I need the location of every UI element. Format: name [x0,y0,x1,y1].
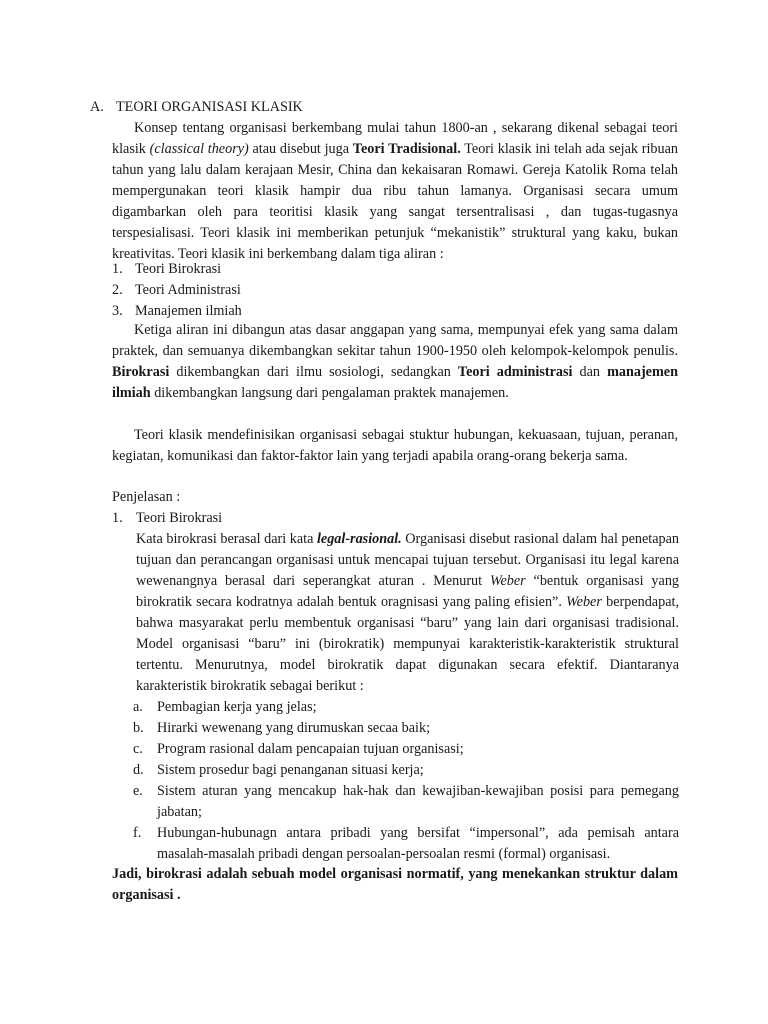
list-number: 2. [112,282,123,298]
characteristic-item-c [133,739,679,760]
conclusion-paragraph [112,864,678,906]
birokrasi-term: Birokrasi [112,364,170,380]
item-text: Hirarki wewenang yang dirumuskan secaa baik; [157,720,431,736]
administrasi-term: Teori administrasi [457,364,573,380]
characteristic-item-a [133,697,679,718]
legal-rasional-term: legal-rasional. [316,531,402,547]
three-schools-paragraph [112,320,678,404]
section-title: Teori Birokrasi [136,510,223,526]
paragraph-text-2: dikembangkan dari ilmu sosiologi, sedangkan [169,364,458,380]
paragraph-text-3: dan [572,364,608,380]
paragraph-text-4: berpendapat, bahwa masyarakat perlu membentuk organisasi “baru” yang lain dari organisasi tradisional. Model organisasi “baru” ini (birokratik) mempunyai karakteristik-karakteristik struktural tertentu. Menurutnya, model birokratik dapat digunakan secara efektif. Diantaranya karakteristik birokratik sebagai berikut : [136,594,679,694]
intro-paragraph [112,118,678,265]
paragraph-text-3: “bentuk organisasi yang birokratik secara kodratnya adalah bentuk oragnisasi yang paling efisien”. [136,573,680,610]
traditional-theory-term: Teori Tradisional. [352,141,461,157]
explanation-label: Penjelasan : [112,489,181,505]
list-number: 1. [112,261,123,277]
item-letter: f. [133,825,142,841]
item-letter: b. [133,720,144,736]
intro-text-3: Teori klasik ini telah ada sejak ribuan tahun yang lalu dalam kerajaan Mesir, China dan kekaisaran Romawi. Gereja Katolik Roma telah mempergunakan teori klasik hampir dua ribu tahun lamanya. Organisasi secara umum digambarkan oleh para teoritisi klasik yang sangat tersentralisasi , dan tugas-tugasnya terspesialisasi. Teori klasik ini memberikan petunjuk “mekanistik” struktural yang kaku, bukan kreativitas. Teori klasik ini berkembang dalam tiga aliran : [112,141,679,262]
definition-paragraph: Teori klasik mendefinisikan organisasi sebagai stuktur hubungan, kekuasaan, tujuan, peranan, kegiatan, komunikasi dan faktor-faktor lain yang terjadi apabila orang-orang bekerja sama. [112,427,678,464]
item-letter: c. [133,741,143,757]
manajemen-ilmiah-term: manajemen ilmiah [112,364,678,401]
list-number: 3. [112,303,123,319]
paragraph-text: Kata birokrasi berasal dari kata [136,531,317,547]
item-text: Pembagian kerja yang jelas; [157,699,317,715]
list-text: Teori Administrasi [135,282,241,298]
paragraph-text-4: dikembangkan langsung dari pengalaman praktek manajemen. [150,385,509,401]
characteristic-item-e [133,781,679,823]
paragraph-text: Ketiga aliran ini dibangun atas dasar anggapan yang sama, mempunyai efek yang sama dalam praktek, dan semuanya dikembangkan sekitar tahun 1900-1950 oleh kelompok-kelompok penulis. [112,322,678,359]
section-number: 1. [112,510,123,526]
birokrasi-paragraph [136,529,679,697]
intro-text: Konsep tentang organisasi berkembang mulai tahun 1800-an , sekarang dikenal sebagai teori klasik [112,120,678,157]
list-text: Teori Birokrasi [135,261,222,277]
characteristic-item-f [133,823,679,865]
weber-name-2: Weber [566,594,602,610]
heading-number: A. [90,99,104,115]
paragraph-text-2: Organisasi disebut rasional dalam hal penetapan tujuan dan perancangan organisasi untuk mencapai tujuan tersebut. Organisasi itu legal karena wewenangnya berasal dari seperangkat aturan . Menurut [136,531,679,589]
item-letter: e. [133,783,143,799]
item-letter: d. [133,762,144,778]
heading-title: TEORI ORGANISASI KLASIK [116,99,303,115]
classical-theory-term: (classical theory) [149,141,249,157]
item-text: Sistem prosedur bagi penanganan situasi kerja; [157,762,424,778]
item-text: Hubungan-hubunagn antara pribadi yang bersifat “impersonal”, ada pemisah antara masalah-masalah pribadi dengan persoalan-persoalan resmi (formal) organisasi. [157,825,679,862]
characteristic-item-d [133,760,679,781]
item-text: Program rasional dalam pencapaian tujuan organisasi; [157,741,464,757]
list-text: Manajemen ilmiah [135,303,242,319]
characteristic-item-b [133,718,679,739]
item-text: Sistem aturan yang mencakup hak-hak dan kewajiban-kewajiban posisi para pemegang jabatan; [157,783,679,820]
conclusion-text: Jadi, birokrasi adalah sebuah model organisasi normatif, yang menekankan struktur dalam organisasi . [112,866,678,903]
intro-text-2: atau disebut juga [248,141,353,157]
item-letter: a. [133,699,143,715]
weber-name: Weber [489,573,526,589]
